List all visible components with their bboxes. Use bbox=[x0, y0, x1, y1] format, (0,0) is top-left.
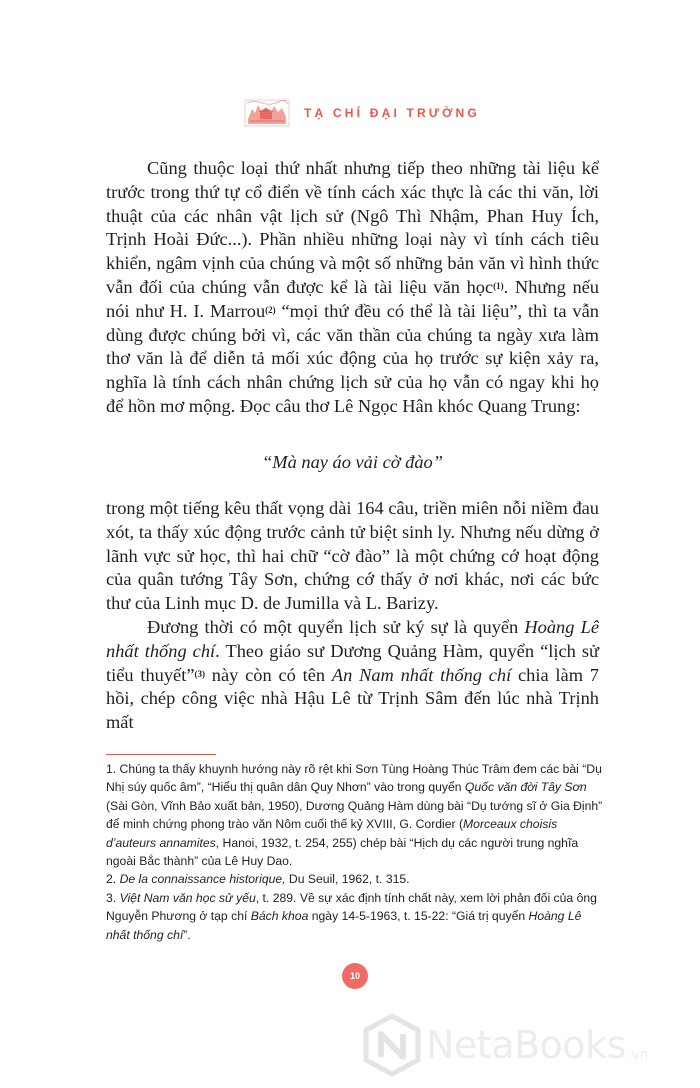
footnote-1 bbox=[106, 760, 605, 870]
footnote-3-italic-title: Việt Nam văn học sử yếu bbox=[119, 890, 256, 905]
paragraph-1-text-a: Cũng thuộc loại thứ nhất nhưng tiếp theo những tài liệu kể trước trong thứ tự cổ điển về tính cách xác thực là các thi văn, lời thuật của các nhân vật lịch sử (Ngô Thì Nhậm, Phan Huy Ích, Trịnh Hoài Đức...). Phần nhiều những loại này vì tính cách tiêu khiển, ngâm vịnh của chúng và một số những bản văn vì hình thức vẫn đối của chúng vẫn được kể là tài liệu văn học bbox=[106, 158, 599, 297]
footnote-1-italic-title-2: Morceaux choisis d’auteurs annamites bbox=[106, 817, 558, 850]
paragraph-1 bbox=[106, 157, 599, 419]
paragraph-3-text-c: này còn có tên bbox=[205, 664, 332, 685]
author-name: TẠ CHÍ ĐẠI TRƯỜNG bbox=[304, 106, 480, 120]
footnote-ref-3: (3) bbox=[194, 668, 205, 679]
footnote-2-italic-title: De la connaissance historique, bbox=[119, 872, 286, 887]
paragraph-3 bbox=[106, 616, 599, 735]
book-title-hoang-le: Hoàng Lê nhất thống chí bbox=[106, 616, 599, 661]
paragraph-2: trong một tiếng kêu thất vọng dài 164 câu, triền miên nỗi niềm đau xót, ta thấy xúc động trước cảnh tử biệt sinh ly. Nhưng nếu dừng ở lãnh vực sử học, thì hai chữ “cờ đào” là một chứng cớ hoạt động của quân tướng Tây Sơn, chứng cớ thấy ở nơi khác, nơi các bức thư của Linh mục D. de Jumilla và L. Barizy. bbox=[106, 498, 599, 614]
poem-quote: “Mà nay áo vải cờ đào” bbox=[262, 452, 443, 472]
main-text-bottom bbox=[106, 497, 599, 735]
paragraph-3-text-a: Đương thời có một quyển lịch sử ký sự là quyển bbox=[147, 616, 525, 637]
footnote-3-text-3: ”. bbox=[183, 927, 191, 942]
footnote-1-text: 1. Chúng ta thấy khuynh hướng này rõ rệt khi Sơn Tùng Hoàng Thúc Trâm đem các bài “Dụ Nhị súy quốc âm”, “Hiểu thị quân dân Quy Nhơn” vào trong quyển bbox=[106, 762, 602, 795]
footnote-2-number: 2. bbox=[106, 872, 120, 887]
footnote-1-text-3: , Hanoi, 1932, t. 254, 255) chép bài “Hịch dụ các người trung nghĩa ngoài Bắc thành” của Lê Huy Dao. bbox=[106, 835, 579, 869]
watermark bbox=[362, 1010, 648, 1080]
watermark-brand: NetaBooks bbox=[426, 1023, 626, 1067]
running-header bbox=[244, 96, 480, 130]
footnote-2 bbox=[106, 870, 605, 888]
header-illustration-icon bbox=[244, 97, 290, 129]
paragraph-3-text-d: chia làm 7 hồi, chép công việc nhà Hậu Lê từ Trịnh Sâm đến lúc nhà Trịnh mất bbox=[106, 664, 599, 733]
paragraph-1-text-b: . Nhưng nếu nói như H. I. Marrou bbox=[106, 276, 599, 321]
footnote-3-italic-magazine: Bách khoa bbox=[250, 909, 309, 924]
page-number: 10 bbox=[342, 963, 368, 989]
book-title-an-nam: An Nam nhất thống chí bbox=[331, 664, 512, 685]
footnote-ref-2: (2) bbox=[265, 304, 276, 315]
footnote-divider bbox=[106, 754, 216, 755]
footnote-2-text: Du Seuil, 1962, t. 315. bbox=[285, 872, 410, 887]
footnote-1-text-2: (Sài Gòn, Vĩnh Bảo xuất bản, 1950), Dương Quảng Hàm dùng bài “Dụ tướng sĩ ở Gia Định” để minh chứng phong trào văn Nôm cuối thế kỷ XVIII, G. Cordier ( bbox=[106, 798, 603, 832]
footnote-3-text: , t. 289. Về sự xác định tính chất này, xem lời phản đối của ông Nguyễn Phương ở tạp chí bbox=[106, 890, 597, 924]
footnote-3 bbox=[106, 889, 605, 944]
footnote-3-number: 3. bbox=[106, 890, 120, 905]
watermark-suffix: .vn bbox=[626, 1047, 649, 1063]
footnote-ref-1: (1) bbox=[493, 280, 504, 291]
netabooks-logo-icon bbox=[362, 1013, 422, 1077]
main-text-top bbox=[106, 157, 599, 419]
paragraph-3-text-b: . Theo giáo sư Dương Quảng Hàm, quyển “lịch sử tiểu thuyết” bbox=[106, 640, 599, 685]
footnote-1-italic-title: Quốc văn đời Tây Sơn bbox=[464, 780, 587, 795]
footnote-3-text-2: ngày 14-5-1963, t. 15-22: “Giá trị quyển bbox=[308, 909, 529, 924]
footnotes bbox=[106, 760, 605, 944]
paragraph-1-text-c: “mọi thứ đều có thể là tài liệu”, thì ta vẫn dùng được chúng bởi vì, các văn thần của chúng ta ngày xưa làm thơ văn là để diễn tả mối xúc động của họ trước sự kiện xảy ra, nghĩa là tính cách nhân chứng lịch sử của họ vẫn có ngay khi họ để hồn mơ mộng. Đọc câu thơ Lê Ngọc Hân khóc Quang Trung: bbox=[106, 300, 599, 416]
footnote-3-italic-title-2: Hoàng Lê nhất thống chí bbox=[106, 909, 582, 942]
